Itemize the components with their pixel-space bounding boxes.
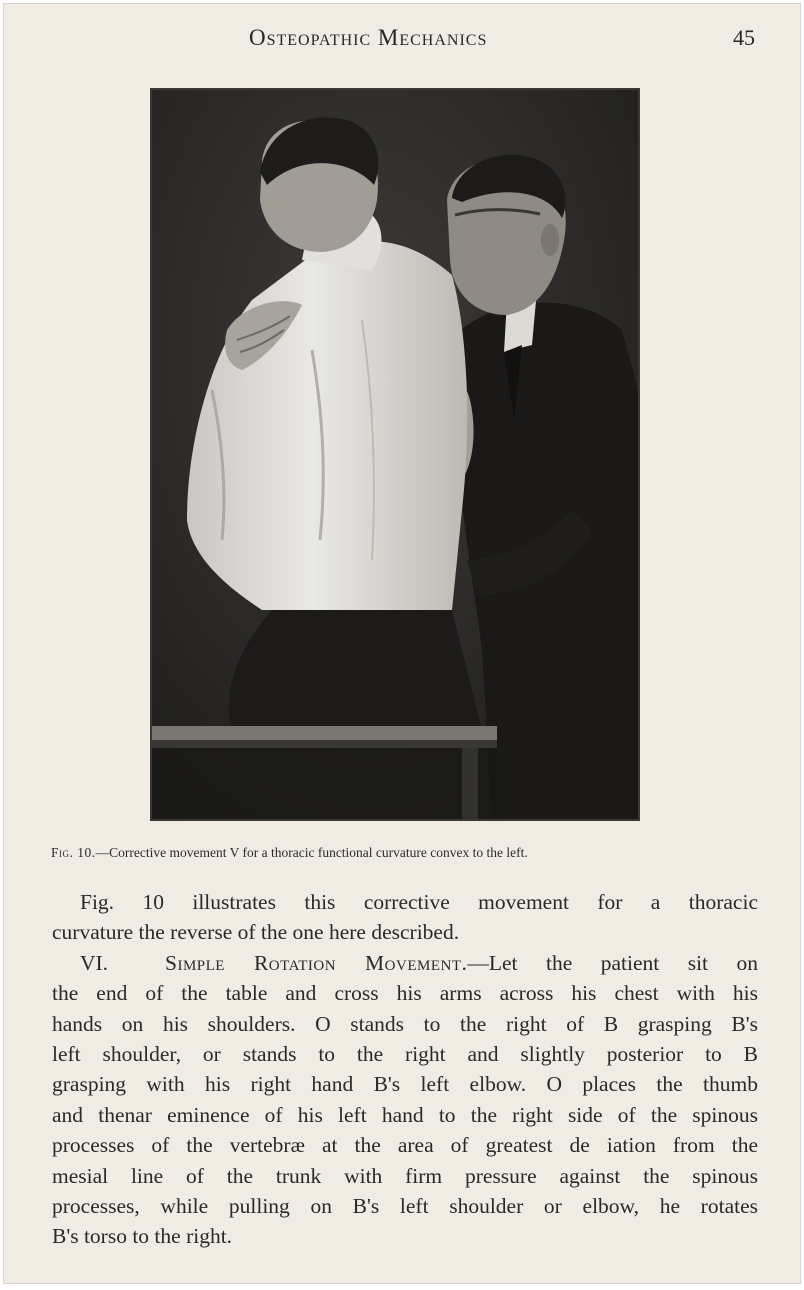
running-head	[3, 25, 801, 55]
paragraph-2-line-6: and thenar eminence of his left hand to the right side of the spinous	[52, 1102, 758, 1127]
book-page	[3, 3, 801, 1284]
paragraph-2-line-4: left shoulder, or stands to the right and slightly posterior to B	[52, 1041, 758, 1066]
figure-caption	[51, 845, 761, 861]
paragraph-2-line-2: the end of the table and cross his arms across his chest with his	[52, 981, 758, 1006]
figure-caption-text: —Corrective movement V for a thoracic functional curvature convex to the left.	[95, 845, 528, 860]
photograph-illustration	[152, 90, 638, 819]
photograph-figure	[150, 88, 640, 821]
paragraph-2-line-3: hands on his shoulders. O stands to the right of B grasping B's	[52, 1011, 758, 1036]
body-text	[52, 887, 758, 1252]
running-title: Osteopathic Mechanics	[249, 25, 488, 50]
section-heading: Simple Rotation Movement.	[165, 950, 468, 975]
paragraph-1-line-2: curvature the reverse of the one here described.	[52, 920, 460, 945]
treatment-table	[152, 726, 497, 819]
paragraph-2-line-10: B's torso to the right.	[52, 1224, 233, 1249]
page-number: 45	[733, 25, 755, 50]
paragraph-2-line-9: processes, while pulling on B's left shoulder or elbow, he rotates	[52, 1193, 758, 1218]
paragraph-1-line-1: Fig. 10 illustrates this corrective movement for a thoracic	[80, 890, 758, 914]
paragraph-2-first-line-rest: —Let the patient sit on	[467, 950, 759, 975]
section-numeral: VI.	[80, 950, 109, 975]
paragraph-2-line-1	[52, 948, 758, 978]
paragraph-2-line-7: processes of the vertebræ at the area of greatest de iation from the	[52, 1133, 758, 1158]
figure-label: Fig. 10.	[51, 845, 96, 860]
paragraph-2-line-8: mesial line of the trunk with firm pressure against the spinous	[52, 1163, 758, 1188]
paragraph-2-line-5: grasping with his right hand B's left elbow. O places the thumb	[52, 1072, 758, 1097]
